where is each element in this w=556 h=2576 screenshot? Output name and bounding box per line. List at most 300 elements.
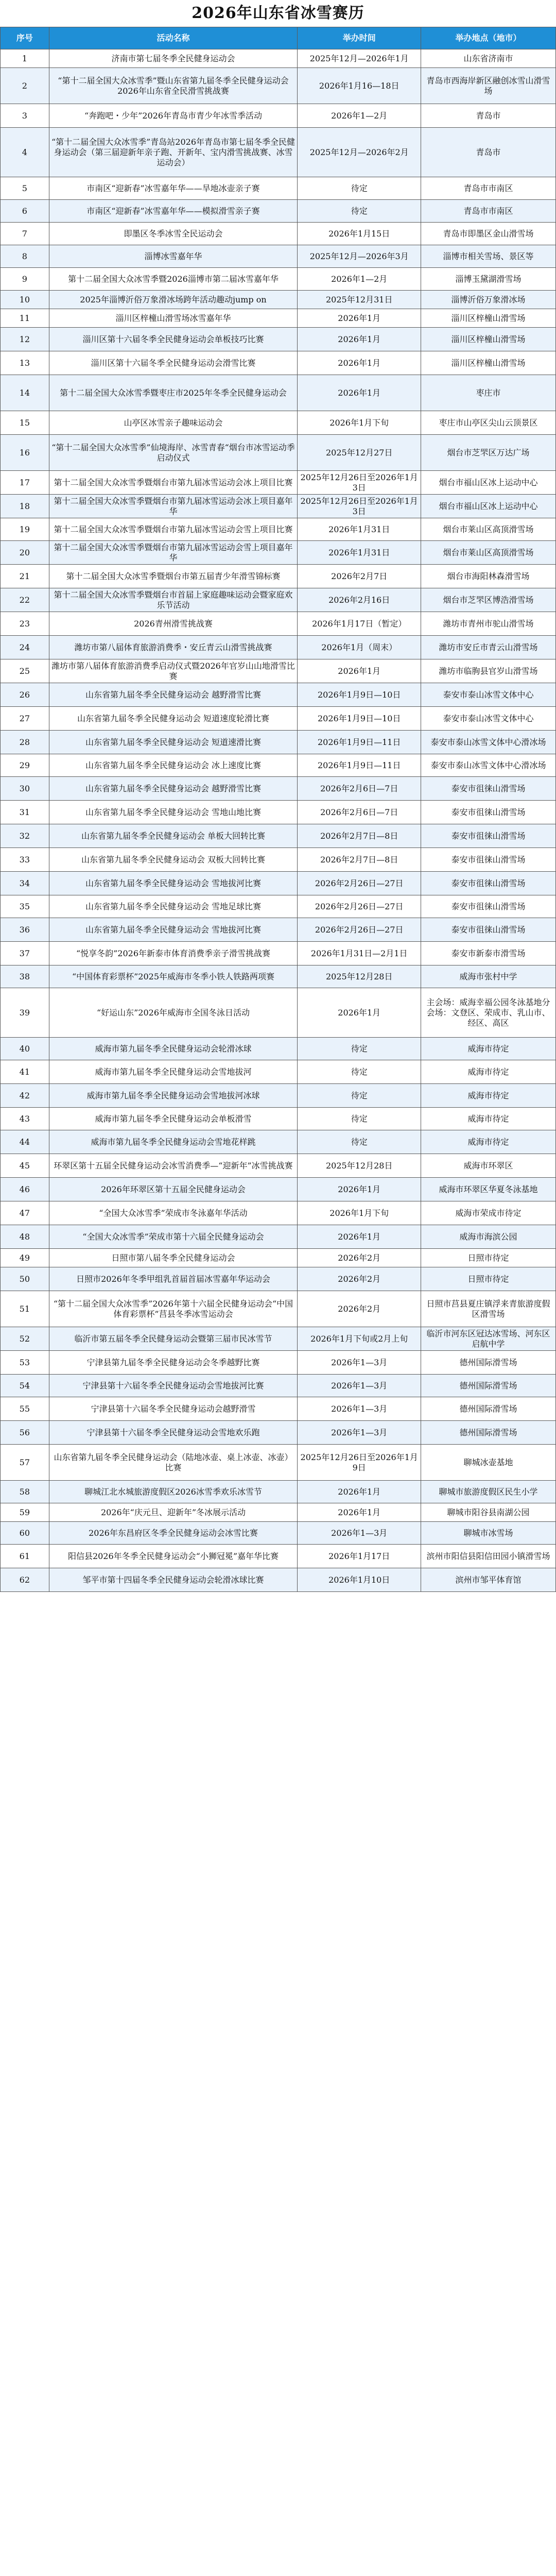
cell-location: 主会场：威海幸福公园冬泳基地分会场：文登区、荣成市、乳山市、经区、高区 — [421, 988, 556, 1038]
table-row — [1, 1084, 556, 1108]
table-row — [1, 1267, 556, 1291]
cell-location: 日照市待定 — [421, 1249, 556, 1267]
cell-event-name: 第十二届全国大众冰雪季暨烟台市第九届冰雪运动会冰上项目比赛 — [49, 471, 298, 495]
cell-index: 61 — [1, 1545, 49, 1568]
cell-location: 潍坊市青州市驼山滑雪场 — [421, 612, 556, 636]
cell-event-name: 济南市第七届冬季全民健身运动会 — [49, 49, 298, 68]
cell-index: 22 — [1, 588, 49, 612]
cell-location: 威海市待定 — [421, 1038, 556, 1060]
cell-date: 2026年2月26日—27日 — [298, 872, 421, 895]
column-header-location: 举办地点（地市） — [421, 27, 556, 49]
table-row — [1, 1481, 556, 1503]
cell-event-name: “第十二届全国大众冰雪季”2026年第十六届全民健身运动会“中国体育彩票杯”莒县冬季冰雪运动会 — [49, 1291, 298, 1327]
table-row — [1, 435, 556, 471]
cell-date: 2025年12月27日 — [298, 435, 421, 471]
cell-event-name: 山东省第九届冬季全民健身运动会 单板大回转比赛 — [49, 824, 298, 848]
cell-date: 2026年1—3月 — [298, 1421, 421, 1445]
cell-event-name: 日照市2026年冬季甲组乳首届首届冰雪嘉年华运动会 — [49, 1267, 298, 1291]
cell-date: 2026年2月 — [298, 1267, 421, 1291]
cell-index: 2 — [1, 68, 49, 104]
cell-event-name: “中国体育彩票杯”2025年威海市冬季小铁人铁路两项赛 — [49, 965, 298, 988]
table-row — [1, 351, 556, 375]
cell-event-name: 宁津县第十六届冬季全民健身运动会雪地欢乐跑 — [49, 1421, 298, 1445]
cell-date: 2026年2月 — [298, 1249, 421, 1267]
table-row — [1, 872, 556, 895]
cell-index: 3 — [1, 104, 49, 128]
cell-date: 2025年12月28日 — [298, 1154, 421, 1178]
cell-location: 泰安市徂徕山滑雪场 — [421, 777, 556, 801]
cell-date: 2026年1—3月 — [298, 1397, 421, 1421]
page-title: 2026年山东省冰雪赛历 — [192, 4, 364, 22]
table-row — [1, 291, 556, 309]
cell-index: 19 — [1, 518, 49, 541]
cell-date: 2026年1月9日—11日 — [298, 731, 421, 754]
cell-index: 25 — [1, 659, 49, 683]
cell-index: 28 — [1, 731, 49, 754]
table-row — [1, 223, 556, 245]
cell-location: 青岛市市南区 — [421, 177, 556, 200]
table-row — [1, 942, 556, 965]
table-row — [1, 801, 556, 824]
cell-event-name: 第十二届全国大众冰雪季暨烟台市第九届冰雪运动会雪上项目嘉年华 — [49, 541, 298, 565]
cell-date: 2025年12月—2026年2月 — [298, 128, 421, 177]
cell-event-name: 第十二届全国大众冰雪季暨枣庄市2025年冬季全民健身运动会 — [49, 375, 298, 411]
cell-date: 2026年1月31日 — [298, 518, 421, 541]
table-row — [1, 471, 556, 495]
cell-event-name: 第十二届全国大众冰雪季暨烟台市第九届冰雪运动会冰上项目嘉年华 — [49, 495, 298, 518]
cell-date: 2025年12月—2026年1月 — [298, 49, 421, 68]
cell-location: 青岛市 — [421, 104, 556, 128]
cell-date: 2026年1月 — [298, 1178, 421, 1201]
cell-event-name: 山东省第九届冬季全民健身运动会 双板大回转比赛 — [49, 848, 298, 872]
table-row — [1, 268, 556, 291]
cell-date: 2026年1月 — [298, 328, 421, 351]
cell-location: 泰安市徂徕山滑雪场 — [421, 872, 556, 895]
table-row — [1, 104, 556, 128]
cell-event-name: 宁津县第十六届冬季全民健身运动会越野滑雪 — [49, 1397, 298, 1421]
table-row — [1, 965, 556, 988]
cell-event-name: 第十二届全国大众冰雪季暨烟台市首届上家庭趣味运动会暨家庭欢乐节活动 — [49, 588, 298, 612]
table-row — [1, 636, 556, 659]
cell-date: 2026年1月 — [298, 1503, 421, 1522]
cell-date: 2026年1月下旬 — [298, 1201, 421, 1225]
table-row — [1, 1201, 556, 1225]
cell-event-name: 淄川区第十六届冬季全民健身运动会单板技巧比赛 — [49, 328, 298, 351]
cell-index: 50 — [1, 1267, 49, 1291]
cell-event-name: 邹平市第十四届冬季全民健身运动会轮滑冰球比赛 — [49, 1568, 298, 1592]
cell-index: 30 — [1, 777, 49, 801]
table-row — [1, 731, 556, 754]
table-row — [1, 1178, 556, 1201]
cell-location: 威海市待定 — [421, 1060, 556, 1084]
cell-date: 2025年12月26日至2026年1月3日 — [298, 495, 421, 518]
table-row — [1, 518, 556, 541]
table-row — [1, 1503, 556, 1522]
table-row — [1, 309, 556, 328]
cell-index: 32 — [1, 824, 49, 848]
table-row — [1, 588, 556, 612]
table-row — [1, 1397, 556, 1421]
cell-index: 13 — [1, 351, 49, 375]
cell-date: 2026年1—2月 — [298, 268, 421, 291]
table-row — [1, 895, 556, 918]
cell-event-name: 威海市第九届冬季全民健身运动会雪地拔河 — [49, 1060, 298, 1084]
cell-date: 2025年12月—2026年3月 — [298, 245, 421, 268]
cell-date: 2026年1月9日—10日 — [298, 683, 421, 707]
table-row — [1, 659, 556, 683]
table-row — [1, 612, 556, 636]
table-row — [1, 1327, 556, 1351]
cell-date: 2026年1月 — [298, 309, 421, 328]
cell-location: 日照市莒县夏庄镇浮来青旅游度假区滑雪场 — [421, 1291, 556, 1327]
cell-location: 威海市张村中学 — [421, 965, 556, 988]
cell-date: 2025年12月26日至2026年1月3日 — [298, 471, 421, 495]
cell-index: 55 — [1, 1397, 49, 1421]
cell-index: 6 — [1, 200, 49, 223]
cell-event-name: 阳信县2026年冬季全民健身运动会“小狮冠冕”嘉年华比赛 — [49, 1545, 298, 1568]
cell-date: 2025年12月28日 — [298, 965, 421, 988]
table-row — [1, 68, 556, 104]
cell-location: 枣庄市 — [421, 375, 556, 411]
cell-index: 59 — [1, 1503, 49, 1522]
cell-event-name: “好运山东”2026年威海市全国冬泳日活动 — [49, 988, 298, 1038]
cell-event-name: 山东省第九届冬季全民健身运动会 短道速度轮滑比赛 — [49, 707, 298, 731]
cell-event-name: 临沂市第五届冬季全民健身运动会暨第三届市民冰雪节 — [49, 1327, 298, 1351]
cell-index: 57 — [1, 1445, 49, 1481]
table-row — [1, 128, 556, 177]
cell-location: 聊城市阳谷县南湖公园 — [421, 1503, 556, 1522]
cell-event-name: 山东省第九届冬季全民健身运动会 雪地拔河比赛 — [49, 918, 298, 942]
cell-location: 日照市待定 — [421, 1267, 556, 1291]
cell-event-name: 日照市第八届冬季全民健身运动会 — [49, 1249, 298, 1267]
cell-index: 51 — [1, 1291, 49, 1327]
cell-location: 泰安市徂徕山滑雪场 — [421, 895, 556, 918]
cell-location: 聊城市旅游度假区民生小学 — [421, 1481, 556, 1503]
cell-location: 淄川区梓橦山滑雪场 — [421, 309, 556, 328]
cell-index: 41 — [1, 1060, 49, 1084]
table-row — [1, 824, 556, 848]
cell-event-name: 淄川区梓橦山滑雪场冰雪嘉年华 — [49, 309, 298, 328]
cell-index: 58 — [1, 1481, 49, 1503]
cell-event-name: 2026年环翠区第十五届全民健身运动会 — [49, 1178, 298, 1201]
cell-location: 泰安市徂徕山滑雪场 — [421, 848, 556, 872]
cell-date: 2026年2月16日 — [298, 588, 421, 612]
cell-date: 2026年1—3月 — [298, 1375, 421, 1397]
cell-index: 44 — [1, 1130, 49, 1154]
cell-location: 德州国际滑雪场 — [421, 1421, 556, 1445]
cell-location: 淄川区梓橦山滑雪场 — [421, 351, 556, 375]
cell-event-name: “全国大众冰雪季”荣成市冬泳嘉年华活动 — [49, 1201, 298, 1225]
table-row — [1, 245, 556, 268]
cell-event-name: 2026年“庆元旦、迎新年”冬冰展示活动 — [49, 1503, 298, 1522]
cell-location: 滨州市阳信县阳信田园小镇滑雪场 — [421, 1545, 556, 1568]
event-calendar-table — [0, 27, 556, 1592]
cell-date: 2026年1月 — [298, 351, 421, 375]
cell-location: 威海市待定 — [421, 1130, 556, 1154]
table-row — [1, 1421, 556, 1445]
cell-event-name: “第十二届全国大众冰雪季”仙境海岸、冰雪青春“烟台市冰雪运动季启动仪式 — [49, 435, 298, 471]
cell-index: 23 — [1, 612, 49, 636]
cell-index: 38 — [1, 965, 49, 988]
cell-location: 泰安市新泰市滑雪场 — [421, 942, 556, 965]
cell-index: 54 — [1, 1375, 49, 1397]
cell-event-name: 威海市第九届冬季全民健身运动会轮滑冰球 — [49, 1038, 298, 1060]
cell-index: 48 — [1, 1225, 49, 1249]
cell-event-name: 市南区“迎新春”冰雪嘉年华——旱地冰壶亲子赛 — [49, 177, 298, 200]
cell-index: 20 — [1, 541, 49, 565]
cell-event-name: 2025年淄博沂俗万象滑冰场跨年活动趣动jump on — [49, 291, 298, 309]
cell-event-name: 山东省第九届冬季全民健身运动会 雪地拔河比赛 — [49, 872, 298, 895]
table-row — [1, 177, 556, 200]
cell-location: 德州国际滑雪场 — [421, 1397, 556, 1421]
cell-location: 威海市待定 — [421, 1108, 556, 1130]
cell-index: 5 — [1, 177, 49, 200]
cell-location: 烟台市福山区冰上运动中心 — [421, 471, 556, 495]
cell-event-name: 山东省第九届冬季全民健身运动会 短道速滑比赛 — [49, 731, 298, 754]
cell-date: 2026年1月9日—10日 — [298, 707, 421, 731]
cell-date: 待定 — [298, 1130, 421, 1154]
cell-index: 21 — [1, 565, 49, 588]
cell-event-name: 山东省第九届冬季全民健身运动会 冰上速度比赛 — [49, 754, 298, 777]
cell-location: 泰安市徂徕山滑雪场 — [421, 801, 556, 824]
cell-index: 56 — [1, 1421, 49, 1445]
table-row — [1, 1445, 556, 1481]
cell-date: 2026年1—3月 — [298, 1522, 421, 1545]
cell-event-name: 山东省第九届冬季全民健身运动会 雪地足球比赛 — [49, 895, 298, 918]
cell-date: 2026年2月6日—7日 — [298, 801, 421, 824]
cell-date: 2026年1月17日（暂定） — [298, 612, 421, 636]
table-row — [1, 1038, 556, 1060]
cell-event-name: 环翠区第十五届全民健身运动会冰雪消费季—“迎新年”冰雪挑战赛 — [49, 1154, 298, 1178]
cell-location: 泰安市泰山冰雪文体中心 — [421, 683, 556, 707]
header-row — [1, 27, 556, 49]
cell-date: 待定 — [298, 1038, 421, 1060]
cell-location: 烟台市海阳林森滑雪场 — [421, 565, 556, 588]
cell-event-name: 威海市第九届冬季全民健身运动会雪地拔河冰球 — [49, 1084, 298, 1108]
cell-index: 10 — [1, 291, 49, 309]
table-row — [1, 1225, 556, 1249]
column-header-index: 序号 — [1, 27, 49, 49]
cell-location: 泰安市徂徕山滑雪场 — [421, 918, 556, 942]
cell-event-name: “第十二届全国大众冰雪季”青岛站2026年青岛市第七届冬季全民健身运动会（第三届迎新年亲子跑、开新年、宝内滑雪挑战赛、冰雪运动会） — [49, 128, 298, 177]
cell-event-name: 山东省第九届冬季全民健身运动会 越野滑雪比赛 — [49, 777, 298, 801]
cell-index: 39 — [1, 988, 49, 1038]
table-body — [1, 49, 556, 1592]
table-row — [1, 754, 556, 777]
cell-event-name: 潍坊市第八届体育旅游消费季・安丘青云山滑雪挑战赛 — [49, 636, 298, 659]
cell-date: 2026年1月9日—11日 — [298, 754, 421, 777]
cell-event-name: 2026青州滑雪挑战赛 — [49, 612, 298, 636]
cell-location: 聊城市冰雪场 — [421, 1522, 556, 1545]
cell-location: 烟台市莱山区高顶滑雪场 — [421, 541, 556, 565]
table-row — [1, 1060, 556, 1084]
cell-index: 27 — [1, 707, 49, 731]
cell-date: 2026年2月6日—7日 — [298, 777, 421, 801]
cell-location: 淄博沂俗万象滑冰场 — [421, 291, 556, 309]
cell-date: 2026年1月 — [298, 1225, 421, 1249]
cell-event-name: “第十二届全国大众冰雪季”暨山东省第九届冬季全民健身运动会2026年山东省全民滑雪挑战赛 — [49, 68, 298, 104]
cell-index: 1 — [1, 49, 49, 68]
table-row — [1, 565, 556, 588]
cell-index: 29 — [1, 754, 49, 777]
cell-date: 2026年1月17日 — [298, 1545, 421, 1568]
cell-event-name: “奔跑吧・少年”2026年青岛市青少年冰雪季活动 — [49, 104, 298, 128]
cell-date: 2026年1月16—18日 — [298, 68, 421, 104]
cell-location: 威海市环翠区 — [421, 1154, 556, 1178]
cell-location: 潍坊市安丘市青云山滑雪场 — [421, 636, 556, 659]
table-row — [1, 1375, 556, 1397]
cell-date: 2026年2月7日—8日 — [298, 824, 421, 848]
table-row — [1, 1568, 556, 1592]
cell-date: 2026年1月31日—2月1日 — [298, 942, 421, 965]
table-row — [1, 328, 556, 351]
cell-index: 36 — [1, 918, 49, 942]
cell-event-name: 第十二届全国大众冰雪季暨烟台市第五届青少年滑雪锦标赛 — [49, 565, 298, 588]
cell-index: 46 — [1, 1178, 49, 1201]
cell-date: 2026年1月15日 — [298, 223, 421, 245]
cell-date: 2026年2月26日—27日 — [298, 895, 421, 918]
cell-location: 烟台市莱山区高顶滑雪场 — [421, 518, 556, 541]
cell-index: 53 — [1, 1351, 49, 1375]
cell-location: 青岛市西海岸新区融创冰雪山滑雪场 — [421, 68, 556, 104]
cell-index: 52 — [1, 1327, 49, 1351]
column-header-date: 举办时间 — [298, 27, 421, 49]
cell-index: 45 — [1, 1154, 49, 1178]
cell-index: 12 — [1, 328, 49, 351]
cell-location: 淄川区梓橦山滑雪场 — [421, 328, 556, 351]
table-row — [1, 1545, 556, 1568]
cell-event-name: 山东省第九届冬季全民健身运动会 越野滑雪比赛 — [49, 683, 298, 707]
cell-index: 49 — [1, 1249, 49, 1267]
cell-index: 18 — [1, 495, 49, 518]
cell-index: 60 — [1, 1522, 49, 1545]
cell-location: 泰安市徂徕山滑雪场 — [421, 824, 556, 848]
cell-index: 47 — [1, 1201, 49, 1225]
table-row — [1, 988, 556, 1038]
cell-index: 9 — [1, 268, 49, 291]
cell-location: 泰安市泰山冰雪文体中心滑冰场 — [421, 754, 556, 777]
cell-index: 42 — [1, 1084, 49, 1108]
cell-date: 2026年2月7日—8日 — [298, 848, 421, 872]
cell-event-name: 宁津县第九届冬季全民健身运动会冬季越野比赛 — [49, 1351, 298, 1375]
cell-location: 淄博市相关雪场、景区等 — [421, 245, 556, 268]
cell-event-name: 山东省第九届冬季全民健身运动会（陆地冰壶、桌上冰壶、冰壶）比赛 — [49, 1445, 298, 1481]
cell-event-name: 山亭区冰雪亲子趣味运动会 — [49, 411, 298, 435]
table-row — [1, 1351, 556, 1375]
cell-event-name: 即墨区冬季冰雪全民运动会 — [49, 223, 298, 245]
cell-date: 2026年1月（周末） — [298, 636, 421, 659]
table-row — [1, 1249, 556, 1267]
cell-date: 2026年1月 — [298, 988, 421, 1038]
cell-event-name: “悦享冬韵”2026年新泰市体育消费季亲子滑雪挑战赛 — [49, 942, 298, 965]
table-header — [1, 27, 556, 49]
cell-date: 待定 — [298, 1060, 421, 1084]
cell-event-name: 淄博冰雪嘉年华 — [49, 245, 298, 268]
cell-index: 33 — [1, 848, 49, 872]
table-row — [1, 541, 556, 565]
cell-date: 待定 — [298, 200, 421, 223]
table-row — [1, 200, 556, 223]
cell-index: 11 — [1, 309, 49, 328]
cell-index: 16 — [1, 435, 49, 471]
cell-location: 烟台市芝罘区博浩滑雪场 — [421, 588, 556, 612]
cell-index: 37 — [1, 942, 49, 965]
cell-date: 待定 — [298, 1108, 421, 1130]
cell-location: 威海市环翠区华夏冬泳基地 — [421, 1178, 556, 1201]
cell-location: 滨州市邹平体育馆 — [421, 1568, 556, 1592]
cell-location: 青岛市即墨区金山滑雪场 — [421, 223, 556, 245]
cell-date: 2026年1月下旬 — [298, 411, 421, 435]
cell-index: 15 — [1, 411, 49, 435]
table-row — [1, 411, 556, 435]
cell-event-name: 第十二届全国大众冰雪季暨烟台市第九届冰雪运动会雪上项目比赛 — [49, 518, 298, 541]
cell-date: 2026年1月下旬或2月上旬 — [298, 1327, 421, 1351]
cell-event-name: 威海市第九届冬季全民健身运动会雪地花样跳 — [49, 1130, 298, 1154]
cell-event-name: 潍坊市第八届体育旅游消费季启动仪式暨2026年官岁山山地滑雪比赛 — [49, 659, 298, 683]
cell-index: 43 — [1, 1108, 49, 1130]
table-row — [1, 1130, 556, 1154]
cell-index: 31 — [1, 801, 49, 824]
cell-date: 2026年1月 — [298, 659, 421, 683]
cell-date: 2026年1—3月 — [298, 1351, 421, 1375]
cell-date: 2026年1月 — [298, 1481, 421, 1503]
cell-date: 2026年1月31日 — [298, 541, 421, 565]
cell-date: 待定 — [298, 1084, 421, 1108]
cell-event-name: 聊城江北水城旅游度假区2026冰雪季欢乐冰雪节 — [49, 1481, 298, 1503]
cell-date: 待定 — [298, 177, 421, 200]
cell-location: 泰安市泰山冰雪文体中心滑冰场 — [421, 731, 556, 754]
cell-location: 泰安市泰山冰雪文体中心 — [421, 707, 556, 731]
cell-location: 枣庄市山亭区尖山云顶景区 — [421, 411, 556, 435]
cell-index: 26 — [1, 683, 49, 707]
cell-date: 2026年1月 — [298, 375, 421, 411]
cell-date: 2025年12月26日至2026年1月9日 — [298, 1445, 421, 1481]
table-row — [1, 495, 556, 518]
cell-location: 山东省济南市 — [421, 49, 556, 68]
cell-location: 德州国际滑雪场 — [421, 1351, 556, 1375]
cell-event-name: 宁津县第十六届冬季全民健身运动会雪地拔河比赛 — [49, 1375, 298, 1397]
cell-date: 2026年2月7日 — [298, 565, 421, 588]
cell-date: 2025年12月31日 — [298, 291, 421, 309]
table-row — [1, 707, 556, 731]
cell-location: 德州国际滑雪场 — [421, 1375, 556, 1397]
table-row — [1, 1154, 556, 1178]
cell-event-name: 市南区“迎新春”冰雪嘉年华——模拟滑雪亲子赛 — [49, 200, 298, 223]
table-row — [1, 1108, 556, 1130]
cell-index: 7 — [1, 223, 49, 245]
cell-event-name: 淄川区第十六届冬季全民健身运动会滑雪比赛 — [49, 351, 298, 375]
cell-event-name: 山东省第九届冬季全民健身运动会 雪地山地比赛 — [49, 801, 298, 824]
cell-location: 威海市荣成市待定 — [421, 1201, 556, 1225]
table-row — [1, 848, 556, 872]
cell-location: 烟台市芝罘区万达广场 — [421, 435, 556, 471]
table-row — [1, 49, 556, 68]
cell-index: 40 — [1, 1038, 49, 1060]
cell-location: 青岛市 — [421, 128, 556, 177]
table-row — [1, 918, 556, 942]
cell-location: 威海市海滨公园 — [421, 1225, 556, 1249]
cell-index: 62 — [1, 1568, 49, 1592]
cell-index: 24 — [1, 636, 49, 659]
cell-date: 2026年1—2月 — [298, 104, 421, 128]
cell-location: 威海市待定 — [421, 1084, 556, 1108]
cell-index: 4 — [1, 128, 49, 177]
table-row — [1, 1291, 556, 1327]
cell-location: 烟台市福山区冰上运动中心 — [421, 495, 556, 518]
cell-index: 8 — [1, 245, 49, 268]
cell-location: 青岛市市南区 — [421, 200, 556, 223]
cell-index: 35 — [1, 895, 49, 918]
